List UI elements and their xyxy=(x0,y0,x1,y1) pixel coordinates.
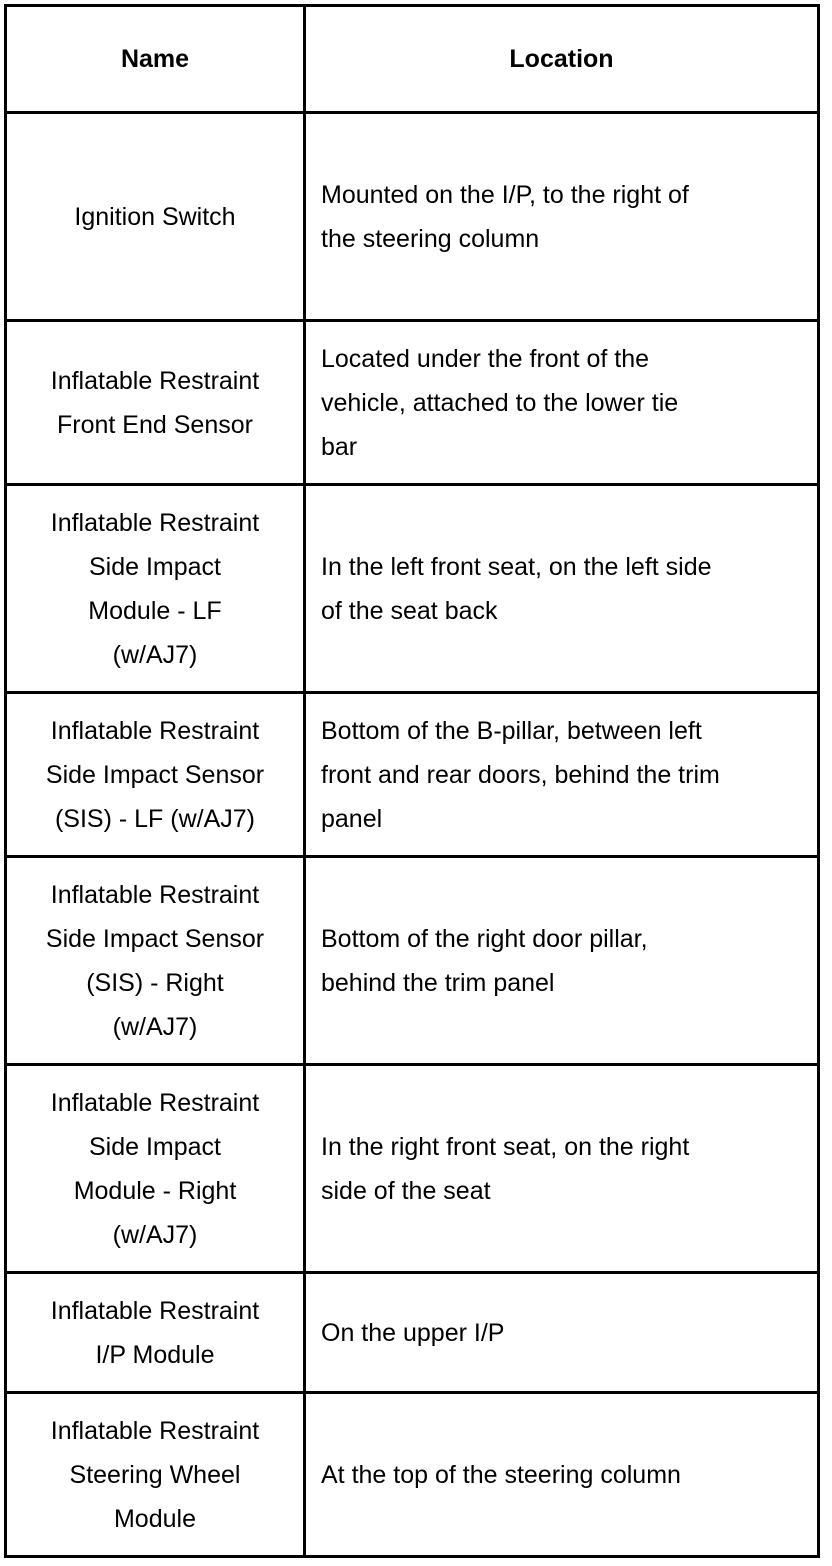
table-row-location xyxy=(306,1066,817,1274)
table-row-location xyxy=(306,694,817,858)
table-row-location xyxy=(306,1274,817,1394)
row-name-text: Inflatable Restraint I/P Module xyxy=(50,1296,260,1369)
row-name-text: Inflatable Restraint Side Impact Module - LF (w/AJ7) xyxy=(50,508,260,669)
header-name-label: Name xyxy=(120,45,190,73)
table-row-name xyxy=(7,1274,306,1394)
row-name-text: Inflatable Restraint Steering Wheel Module xyxy=(50,1416,260,1533)
header-location xyxy=(306,7,817,114)
table-row-location xyxy=(306,114,817,322)
row-location-text: At the top of the steering column xyxy=(321,1460,681,1489)
row-location-text: Located under the front of the vehicle, attached to the lower tie bar xyxy=(321,344,679,461)
row-location-text: Bottom of the B-pillar, between left front and rear doors, behind the trim panel xyxy=(321,716,720,833)
row-name-text: Inflatable Restraint Side Impact Sensor (SIS) - LF (w/AJ7) xyxy=(45,716,265,833)
row-name-text: Inflatable Restraint Side Impact Sensor (SIS) - Right (w/AJ7) xyxy=(45,880,265,1041)
table-row-location xyxy=(306,486,817,694)
table-row-location xyxy=(306,322,817,486)
row-name-text: Ignition Switch xyxy=(74,202,236,231)
table-row-location xyxy=(306,858,817,1066)
table-grid xyxy=(7,7,817,1555)
row-name-text: Inflatable Restraint Side Impact Module - Right (w/AJ7) xyxy=(50,1088,260,1249)
row-location-text: Mounted on the I/P, to the right of the steering column xyxy=(321,180,689,253)
header-name xyxy=(7,7,306,114)
table-row-location xyxy=(306,1394,817,1555)
component-location-table xyxy=(4,4,820,1558)
row-name-text: Inflatable Restraint Front End Sensor xyxy=(50,366,260,439)
table-row-name xyxy=(7,114,306,322)
row-location-text: Bottom of the right door pillar, behind the trim panel xyxy=(321,924,648,997)
row-location-text: On the upper I/P xyxy=(321,1318,505,1347)
table-row-name xyxy=(7,1066,306,1274)
table-row-name xyxy=(7,1394,306,1555)
header-location-label: Location xyxy=(509,45,614,73)
row-location-text: In the right front seat, on the right side of the seat xyxy=(321,1132,690,1205)
row-location-text: In the left front seat, on the left side of the seat back xyxy=(321,552,712,625)
table-row-name xyxy=(7,486,306,694)
table-row-name xyxy=(7,694,306,858)
table-row-name xyxy=(7,322,306,486)
table-row-name xyxy=(7,858,306,1066)
